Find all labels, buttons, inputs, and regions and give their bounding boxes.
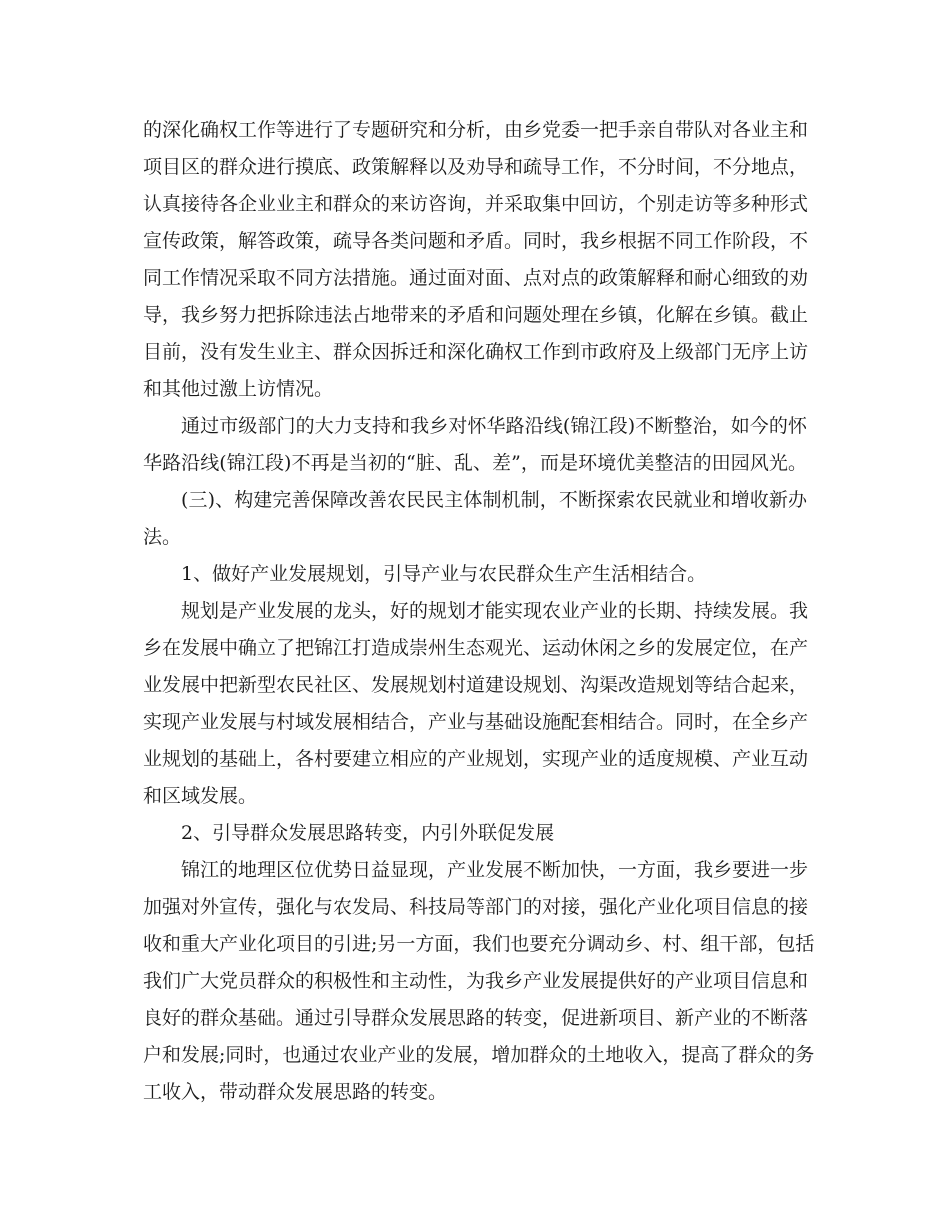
text-line: 加强对外宣传，强化与农发局、科技局等部门的对接，强化产业化项目信息的接 [143,896,809,918]
text-line: 导，我乡努力把拆除违法占地带来的矛盾和问题处理在乡镇，化解在乡镇。截止 [143,304,809,326]
text-line: 认真接待各企业业主和群众的来访咨询，并采取集中回访，个别走访等多种形式 [143,193,809,215]
section-heading: 法。 [143,526,182,548]
text-line: 工收入，带动群众发展思路的转变。 [143,1081,448,1103]
text-line: 收和重大产业化项目的引进;另一方面，我们也要充分调动乡、村、组干部，包括 [143,933,815,955]
text-line: 通过市级部门的大力支持和我乡对怀华路沿线(锦江段)不断整治，如今的怀 [181,415,807,437]
text-line: 的深化确权工作等进行了专题研究和分析，由乡党委一把手亲自带队对各业主和 [143,119,809,141]
subsection-heading: 2、引导群众发展思路转变，内引外联促发展 [181,822,555,844]
text-line: 户和发展;同时，也通过农业产业的发展，增加群众的土地收入，提高了群众的务 [143,1044,815,1066]
text-line: 和其他过激上访情况。 [143,378,334,400]
text-line: 我们广大党员群众的积极性和主动性，为我乡产业发展提供好的产业项目信息和 [143,970,809,992]
text-line: 乡在发展中确立了把锦江打造成崇州生态观光、运动休闲之乡的发展定位，在产 [143,637,809,659]
text-line: 业发展中把新型农民社区、发展规划村道建设规划、沟渠改造规划等结合起来， [143,674,809,696]
text-line: 和区域发展。 [143,785,258,807]
text-line: 同工作情况采取不同方法措施。通过面对面、点对点的政策解释和耐心细致的劝 [143,267,809,289]
text-line: 宣传政策，解答政策，疏导各类问题和矛盾。同时，我乡根据不同工作阶段，不 [143,230,809,252]
subsection-heading: 1、做好产业发展规划，引导产业与农民群众生产生活相结合。 [181,563,707,585]
text-line: 实现产业发展与村域发展相结合，产业与基础设施配套相结合。同时，在全乡产 [143,711,809,733]
text-line: 目前，没有发生业主、群众因拆迁和深化确权工作到市政府及上级部门无序上访 [143,341,809,363]
text-line: 锦江的地理区位优势日益显现，产业发展不断加快，一方面，我乡要进一步 [181,859,809,881]
document-body [143,112,815,1111]
text-line: 华路沿线(锦江段)不再是当初的“脏、乱、差”，而是环境优美整洁的田园风光。 [143,452,807,474]
text-line: 业规划的基础上，各村要建立相应的产业规划，实现产业的适度规模、产业互动 [143,748,809,770]
text-line: 良好的群众基础。通过引导群众发展思路的转变，促进新项目、新产业的不断落 [143,1007,809,1029]
section-heading: (三)、构建完善保障改善农民民主体制机制，不断探索农民就业和增收新办 [181,489,807,511]
text-line: 规划是产业发展的龙头，好的规划才能实现农业产业的长期、持续发展。我 [181,600,809,622]
text-line: 项目区的群众进行摸底、政策解释以及劝导和疏导工作，不分时间，不分地点， [143,156,809,178]
